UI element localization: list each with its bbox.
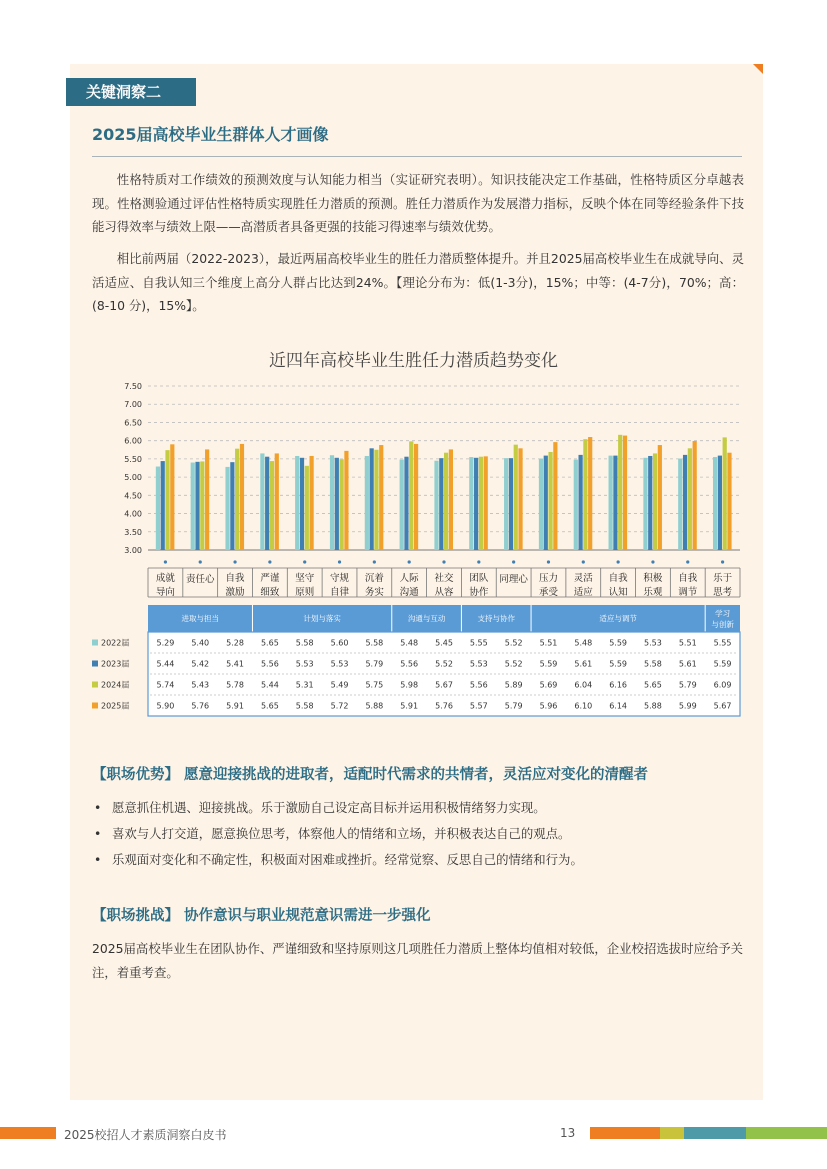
bar [693, 441, 697, 550]
legend-swatch [92, 703, 98, 709]
category-label: 思考 [713, 587, 733, 598]
legend-swatch [92, 640, 98, 646]
bar [191, 463, 195, 550]
table-cell: 5.58 [644, 659, 662, 669]
category-marker [721, 560, 724, 563]
table-cell: 5.76 [191, 701, 210, 711]
bar [195, 462, 199, 550]
y-tick-label: 7.50 [124, 382, 142, 391]
footer-bar-orange [590, 1127, 660, 1139]
category-marker [164, 560, 167, 563]
table-cell: 5.89 [504, 680, 523, 690]
bar [683, 455, 687, 550]
category-label: 调节 [678, 587, 698, 598]
list-item: • 喜欢与人打交道，愿意换位思考，体察他人的情绪和立场，并积极表达自己的观点。 [92, 821, 742, 847]
y-tick-label: 4.50 [124, 491, 142, 501]
bar [165, 450, 169, 550]
table-cell: 5.41 [226, 659, 244, 669]
table-cell: 5.49 [330, 680, 349, 690]
bar [260, 453, 264, 550]
table-cell: 5.58 [365, 638, 384, 648]
footer-left-bar [0, 1127, 56, 1139]
footer-title: 2025校招人才素质洞察白皮书 [64, 1128, 227, 1142]
category-label: 原则 [295, 587, 315, 598]
table-cell: 5.52 [504, 659, 523, 669]
category-label: 乐于 [713, 573, 733, 584]
category-label: 导向 [155, 587, 175, 598]
category-label: 责任心 [185, 574, 215, 585]
footer-bar-green [746, 1127, 827, 1139]
legend-swatch [92, 682, 98, 688]
table-cell: 5.52 [504, 638, 523, 648]
category-label: 严谨 [260, 573, 280, 584]
table-cell: 5.96 [539, 701, 558, 711]
table-cell: 5.55 [469, 638, 488, 648]
table-cell: 5.65 [260, 638, 279, 648]
table-cell: 5.45 [435, 638, 453, 648]
category-marker [268, 560, 271, 563]
bar [658, 445, 662, 550]
table-cell: 5.59 [609, 638, 628, 648]
category-label: 成就 [155, 573, 175, 584]
group-label: 学习 [715, 609, 731, 618]
table-cell: 5.61 [678, 659, 697, 669]
category-label: 灵活 [573, 573, 593, 584]
bar [727, 453, 731, 550]
bar [449, 449, 453, 550]
bar [588, 437, 592, 550]
table-cell: 5.61 [574, 659, 593, 669]
category-label: 激励 [225, 587, 245, 598]
bar [643, 458, 647, 550]
table-cell: 5.75 [365, 680, 384, 690]
bar [444, 453, 448, 550]
table-cell: 5.67 [713, 701, 732, 711]
table-cell: 5.72 [330, 701, 349, 711]
y-tick-label: 5.50 [124, 454, 142, 464]
y-tick-label: 4.00 [124, 509, 142, 519]
table-cell: 5.91 [226, 701, 244, 711]
table-cell: 5.56 [400, 659, 419, 669]
table-cell: 6.04 [574, 680, 593, 690]
table-cell: 5.67 [435, 680, 453, 690]
table-cell: 5.43 [191, 680, 210, 690]
category-label: 积极 [643, 573, 663, 584]
category-marker [373, 560, 376, 563]
category-label: 人际 [399, 573, 419, 584]
section-title: 2025届高校毕业生群体人才画像 [92, 125, 329, 144]
legend-label: 2024届 [101, 680, 130, 690]
table-cell: 5.48 [400, 638, 419, 648]
list-item: • 愿意抓住机遇、迎接挑战。乐于激励自己设定高目标并运用积极情绪努力实现。 [92, 795, 742, 821]
table-cell: 5.29 [156, 638, 175, 648]
table-cell: 5.88 [365, 701, 384, 711]
y-tick-label: 5.00 [124, 473, 142, 483]
table-cell: 5.53 [295, 659, 314, 669]
y-tick-label: 3.50 [124, 527, 142, 537]
table-cell: 5.91 [400, 701, 419, 711]
category-label: 自律 [330, 587, 350, 598]
table-cell: 5.53 [469, 659, 488, 669]
table-cell: 5.59 [609, 659, 628, 669]
bar [609, 456, 613, 550]
category-marker [651, 560, 654, 563]
bar [553, 442, 557, 550]
table-cell: 5.51 [678, 638, 697, 648]
category-label: 细致 [260, 587, 280, 598]
bar [484, 456, 488, 550]
group-label: 沟通与互动 [407, 614, 446, 623]
category-label: 自我 [225, 573, 245, 584]
table-cell: 5.79 [678, 680, 697, 690]
category-marker [547, 560, 550, 563]
category-marker [512, 560, 515, 563]
group-label: 计划与落实 [303, 614, 341, 623]
bar [434, 461, 438, 550]
bar [504, 458, 508, 550]
table-cell: 5.58 [295, 701, 314, 711]
bar [653, 453, 657, 550]
table-cell: 5.57 [469, 701, 488, 711]
table-cell: 5.28 [226, 638, 244, 648]
bar [230, 462, 234, 550]
category-label: 协作 [469, 587, 489, 598]
bar [170, 444, 174, 550]
bar [310, 456, 314, 550]
bar [648, 456, 652, 550]
bar [474, 458, 478, 550]
bar [340, 459, 344, 550]
bar [613, 456, 617, 550]
table-cell: 5.59 [713, 659, 732, 669]
category-label: 坚守 [295, 573, 315, 584]
table-cell: 5.99 [678, 701, 697, 711]
table-cell: 5.53 [644, 638, 662, 648]
category-label: 认知 [608, 587, 628, 598]
bar [623, 436, 627, 550]
table-cell: 5.56 [469, 680, 488, 690]
bar [578, 455, 582, 550]
bar [379, 445, 383, 550]
bar [235, 449, 239, 550]
table-cell: 5.51 [539, 638, 558, 648]
bar [539, 459, 543, 550]
table-cell: 6.10 [574, 701, 593, 711]
category-label: 团队 [469, 573, 489, 584]
footer-bar-yellow [660, 1127, 684, 1139]
category-marker [233, 560, 236, 563]
table-cell: 5.56 [260, 659, 279, 669]
bar [518, 448, 522, 550]
intro-paragraph-2: 相比前两届（2022-2023），最近两届高校毕业生的胜任力潜质整体提升。并且2025届高校毕业生在成就导向、灵活适应、自我认知三个维度上高分人群占比达到24%。【理论分布为：低(1-3分)，15%；中等：(4-7分)，70%；高：(8-10 分)，15%】。 [92, 251, 744, 313]
category-marker [686, 560, 689, 563]
category-label: 自我 [608, 573, 628, 584]
bar [688, 448, 692, 550]
category-marker [477, 560, 480, 563]
challenge-title: 【职场挑战】 协作意识与职业规范意识需进一步强化 [92, 908, 431, 924]
bar [618, 435, 622, 550]
table-cell: 5.31 [295, 680, 314, 690]
table-cell: 5.74 [156, 680, 175, 690]
group-label: 进取与担当 [181, 614, 219, 623]
table-cell: 5.44 [260, 680, 279, 690]
bar [574, 460, 578, 550]
bar [305, 466, 309, 550]
footer-bar-teal [684, 1127, 746, 1139]
bar [275, 453, 279, 550]
bar [270, 461, 274, 550]
bar [225, 467, 229, 550]
advantage-title: 【职场优势】 愿意迎接挑战的进取者，适配时代需求的共情者，灵活应对变化的清醒者 [92, 767, 649, 783]
bar [469, 457, 473, 550]
category-marker [338, 560, 341, 563]
bar [409, 441, 413, 550]
bar [205, 449, 209, 550]
bar [400, 460, 404, 550]
category-marker [303, 560, 306, 563]
bar [548, 452, 552, 550]
bar [161, 461, 165, 550]
category-marker [582, 560, 585, 563]
bar [439, 458, 443, 550]
category-marker [408, 560, 411, 563]
bar [509, 458, 513, 550]
advantage-list [92, 795, 742, 873]
table-cell: 5.65 [260, 701, 279, 711]
bar [723, 437, 727, 550]
bar [295, 456, 299, 550]
table-cell: 6.09 [713, 680, 732, 690]
category-label: 从容 [434, 587, 454, 598]
intro-paragraph-1: 性格特质对工作绩效的预测效度与认知能力相当（实证研究表明）。知识技能决定工作基础，性格特质区分卓越表现。性格测验通过评估性格特质实现胜任力潜质的预测。胜任力潜质作为发展潜力指标，反映个体在同等经验条件下技能习得效率与绩效上限——高潜质者具备更强的技能习得速率与绩效优势。 [92, 172, 744, 234]
table-cell: 5.88 [644, 701, 662, 711]
bar [713, 457, 717, 550]
category-label: 务实 [364, 587, 384, 598]
table-cell: 5.59 [539, 659, 558, 669]
bar [370, 448, 374, 550]
group-label: 适应与调节 [599, 614, 637, 623]
category-label: 自我 [678, 573, 698, 584]
bar [335, 458, 339, 550]
y-tick-label: 7.00 [124, 400, 142, 410]
page-number: 13 [560, 1126, 576, 1140]
bar [718, 456, 722, 550]
bar [544, 456, 548, 550]
table-cell: 5.48 [574, 638, 593, 648]
table-cell: 6.14 [609, 701, 628, 711]
bar [365, 456, 369, 550]
table-cell: 5.60 [330, 638, 349, 648]
category-marker [199, 560, 202, 563]
legend-label: 2022届 [101, 638, 130, 648]
bar [240, 444, 244, 550]
table-cell: 5.76 [435, 701, 453, 711]
list-item: • 乐观面对变化和不确定性，积极面对困难或挫折。经常觉察、反思自己的情绪和行为。 [92, 847, 742, 873]
bar [678, 459, 682, 550]
category-label: 守规 [330, 573, 350, 584]
challenge-paragraph: 2025届高校毕业生在团队协作、严谨细致和坚持原则这几项胜任力潜质上整体均值相对较低，企业校招选拔时应给予关注，着重考查。 [92, 941, 744, 980]
category-label: 沟通 [399, 587, 419, 598]
category-marker [617, 560, 620, 563]
chart-title: 近四年高校毕业生胜任力潜质趋势变化 [269, 351, 558, 371]
table-cell: 5.44 [156, 659, 175, 669]
category-marker [442, 560, 445, 563]
y-tick-label: 3.00 [124, 546, 142, 555]
table-cell: 5.58 [295, 638, 314, 648]
table-cell: 5.90 [156, 701, 175, 711]
category-label: 承受 [538, 587, 558, 598]
bar [514, 445, 518, 550]
bar [156, 467, 160, 550]
bar [479, 457, 483, 550]
bar [374, 450, 378, 550]
bar [404, 457, 408, 550]
y-tick-label: 6.00 [124, 436, 142, 446]
bar [300, 458, 304, 550]
legend-swatch [92, 661, 98, 667]
bar [583, 439, 587, 550]
table-cell: 5.42 [191, 659, 210, 669]
table-cell: 5.98 [400, 680, 419, 690]
table-cell: 5.69 [539, 680, 558, 690]
table-cell: 6.16 [609, 680, 628, 690]
bar [330, 455, 334, 550]
table-cell: 5.79 [365, 659, 384, 669]
category-label: 同理心 [499, 574, 528, 585]
insight-tag: 关键洞察二 [70, 78, 196, 106]
y-tick-label: 6.50 [124, 418, 142, 428]
legend-label: 2025届 [101, 701, 130, 711]
bar [344, 451, 348, 550]
category-label: 压力 [538, 573, 558, 584]
category-label: 沉着 [364, 573, 384, 584]
legend-label: 2023届 [101, 659, 130, 669]
bar [265, 457, 269, 550]
table-cell: 5.78 [226, 680, 244, 690]
group-label: 支持与协作 [477, 614, 515, 623]
bar [200, 461, 204, 550]
table-cell: 5.53 [330, 659, 349, 669]
table-cell: 5.55 [713, 638, 732, 648]
category-label: 社交 [434, 573, 454, 584]
table-cell: 5.52 [435, 659, 453, 669]
category-label: 乐观 [643, 587, 663, 598]
group-label: 与创新 [711, 620, 734, 629]
table-cell: 5.65 [644, 680, 662, 690]
table-cell: 5.79 [504, 701, 523, 711]
category-label: 适应 [573, 587, 593, 598]
table-cell: 5.40 [191, 638, 210, 648]
bar [414, 444, 418, 550]
